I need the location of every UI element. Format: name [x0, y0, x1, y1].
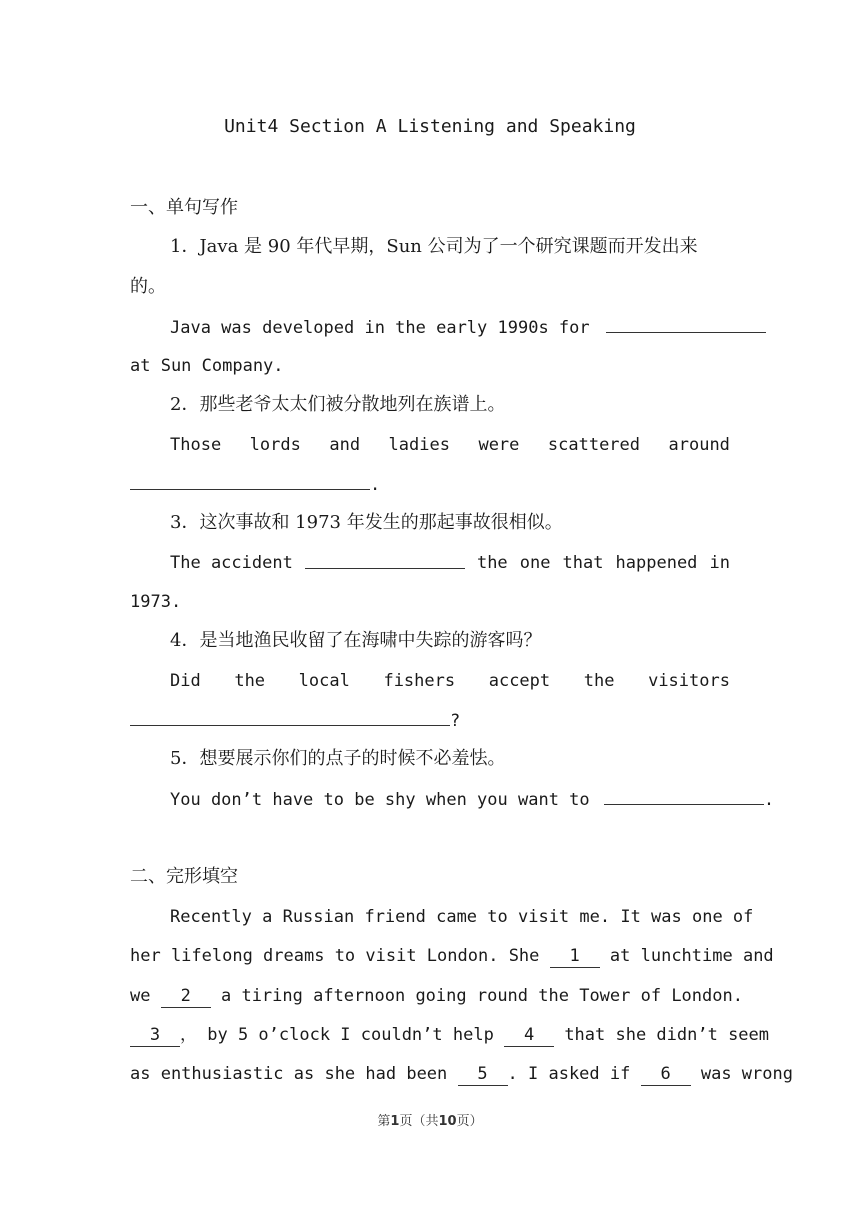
q5-end: .	[763, 790, 775, 810]
q3-en-line1	[170, 552, 730, 574]
q4-word: accept	[488, 671, 551, 691]
cloze-blank-3[interactable]: 3	[130, 1024, 180, 1047]
q3-en-before: The accident	[170, 553, 293, 573]
q5-answer-blank[interactable]	[604, 788, 764, 805]
cloze-text: we	[130, 986, 151, 1006]
q1-en-line1	[170, 316, 766, 339]
cloze-line-1: Recently a Russian friend came to visit me. It was one of	[170, 907, 754, 927]
cloze-text: was wrong	[700, 1064, 793, 1084]
q4-word: the	[583, 671, 615, 691]
q2-en-line2	[130, 473, 380, 496]
section-heading-1: 一、单句写作	[130, 197, 238, 218]
q2-word: ladies	[388, 435, 450, 455]
q5-en-line1	[170, 788, 774, 811]
q4-word: the	[234, 671, 266, 691]
q2-word: and	[329, 435, 361, 455]
q4-cn: 4．是当地渔民收留了在海啸中失踪的游客吗？	[170, 630, 542, 651]
q4-word: Did	[170, 671, 201, 691]
cloze-text: that she didn’t seem	[564, 1025, 770, 1045]
q1-en-line2: at Sun Company.	[130, 356, 284, 376]
q3-cn: 3．这次事故和 1973 年发生的那起事故很相似。	[170, 512, 563, 533]
cloze-line-2	[130, 945, 774, 968]
q2-word: scattered	[547, 435, 641, 455]
cloze-blank-1[interactable]: 1	[550, 945, 600, 968]
q3-word: happened	[615, 553, 698, 573]
footer-mid: 页（共	[399, 1114, 439, 1129]
q4-word: fishers	[383, 671, 456, 691]
footer-total-pages: 10	[438, 1114, 457, 1129]
q4-end: ?	[450, 711, 461, 731]
cloze-line-4	[130, 1024, 769, 1047]
q3-en-line2: 1973.	[130, 592, 182, 612]
q2-en-line1	[170, 434, 730, 456]
q2-end: .	[370, 475, 381, 495]
q4-en-line1	[170, 670, 730, 692]
cloze-blank-6[interactable]: 6	[641, 1063, 691, 1086]
q3-word: that	[562, 553, 604, 573]
cloze-text: ， by 5 o’clock I couldn’t help	[180, 1025, 494, 1045]
q4-en-line2	[130, 709, 460, 732]
section-heading-2: 二、完形填空	[130, 866, 238, 887]
cloze-line-5	[130, 1063, 793, 1086]
q3-answer-blank[interactable]	[305, 552, 465, 569]
q1-cn-line2: 的。	[130, 276, 166, 297]
q2-answer-blank[interactable]	[130, 473, 370, 490]
q2-word: were	[478, 435, 520, 455]
cloze-text: . I asked if	[507, 1064, 631, 1084]
cloze-blank-4[interactable]: 4	[504, 1024, 554, 1047]
q5-cn: 5．想要展示你们的点子的时候不必羞怯。	[170, 748, 506, 769]
q3-word: one	[519, 553, 551, 573]
q4-word: visitors	[648, 671, 730, 691]
cloze-text: as enthusiastic as she had been	[130, 1064, 448, 1084]
page-footer	[0, 1110, 860, 1129]
q4-answer-blank[interactable]	[130, 709, 450, 726]
cloze-text: a tiring afternoon going round the Tower of London.	[220, 986, 743, 1006]
footer-suffix: 页）	[456, 1114, 483, 1129]
q1-cn-line1: 1．Java 是 90 年代早期，Sun 公司为了一个研究课题而开发出来	[170, 236, 698, 257]
q1-answer-blank[interactable]	[606, 316, 766, 333]
q4-word: local	[298, 671, 350, 691]
cloze-line-3	[130, 985, 743, 1008]
q3-word: in	[709, 553, 730, 573]
q5-en-text: You don’t have to be shy when you want to	[170, 790, 590, 810]
q1-en-text: Java was developed in the early 1990s for	[170, 318, 590, 338]
q3-word: the	[476, 553, 508, 573]
footer-prefix: 第	[377, 1114, 391, 1129]
cloze-text: her lifelong dreams to visit London. She	[130, 946, 540, 966]
cloze-blank-2[interactable]: 2	[161, 985, 211, 1008]
footer-page-number: 1	[390, 1114, 400, 1129]
cloze-text: at lunchtime and	[609, 946, 774, 966]
q2-cn: 2．那些老爷太太们被分散地列在族谱上。	[170, 394, 506, 415]
cloze-blank-5[interactable]: 5	[458, 1063, 508, 1086]
q2-word: lords	[249, 435, 301, 455]
q2-word: around	[668, 435, 730, 455]
page-title: Unit4 Section A Listening and Speaking	[224, 116, 636, 137]
q2-word: Those	[170, 435, 222, 455]
